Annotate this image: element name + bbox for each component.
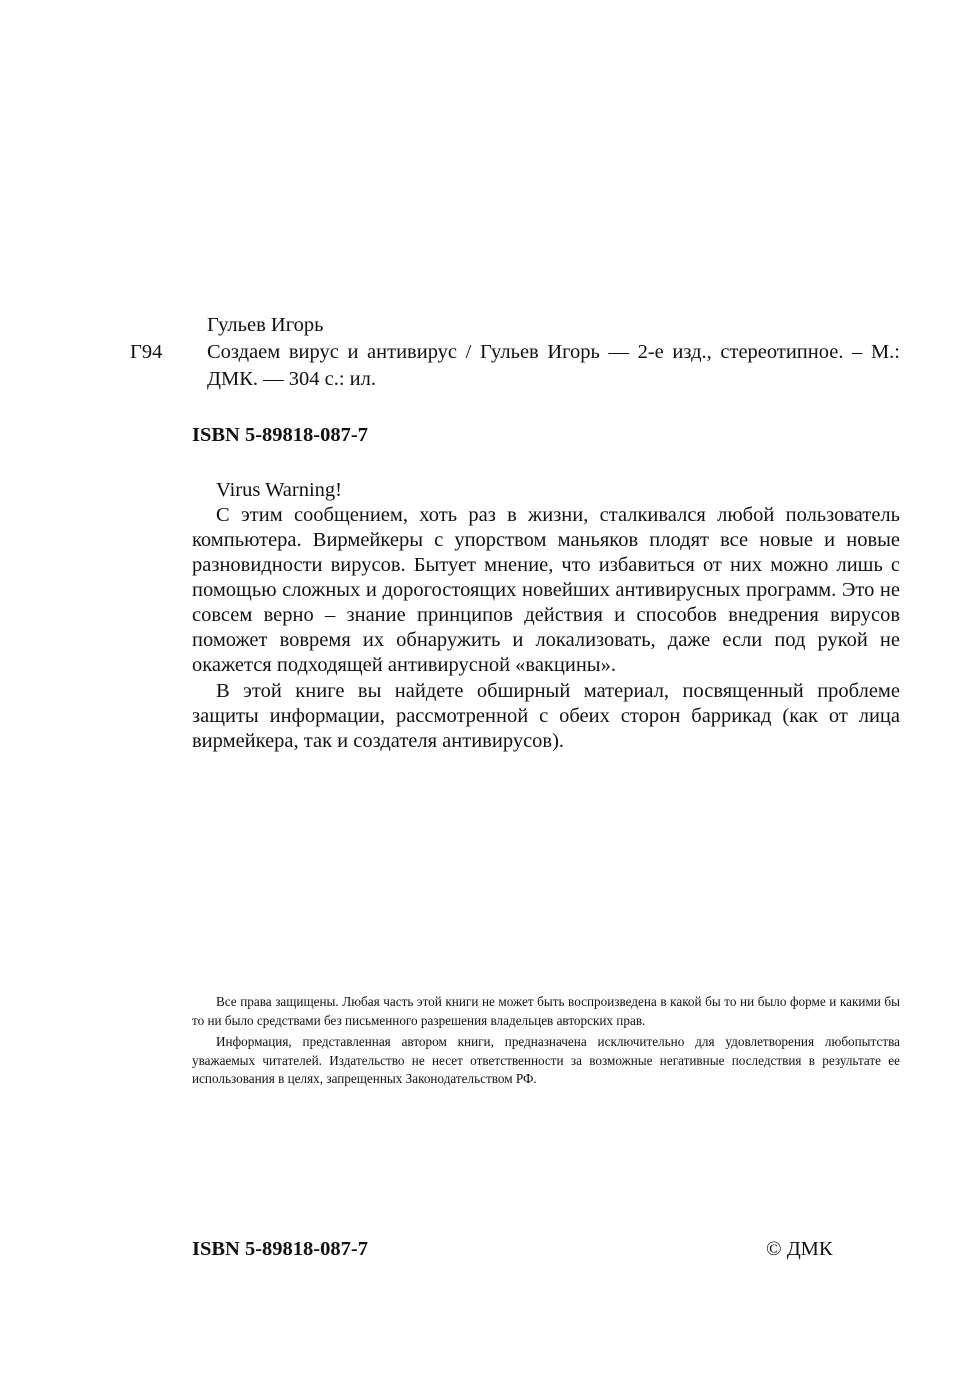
annotation (192, 478, 900, 755)
bibliographic-description: Создаем вирус и антивирус / Гульев Игорь — 2-е изд., стереотипное. – М.: ДМК. — 304 с.: ил. (207, 341, 900, 390)
copyright-notice: Все права защищены. Любая часть этой книги не может быть воспроизведена в какой бы то ни было форме и какими бы то ни было средствами без письменного разрешения владельцев авторских прав. (192, 994, 900, 1028)
publisher-copyright: © ДМК (766, 1238, 833, 1260)
author-name: Гульев Игорь (207, 314, 324, 336)
isbn-header: ISBN 5-89818-087-7 (192, 424, 368, 446)
annotation-heading: Virus Warning! (216, 479, 342, 501)
author-mark: Г94 (130, 341, 163, 363)
annotation-paragraph-1: С этим сообщением, хоть раз в жизни, сталкивался любой пользователь компьютера. Вирмейкеры с упорством маньяков плодят все новые и новые разновидности вирусов. Бытует мнение, что избавиться от них можно лишь с помощью сложных и дорогостоящих новейших антивирусных программ. Это не совсем верно – знание принципов действия и способов внедрения вирусов поможет вовремя их обнаружить и локализовать, даже если под рукой не окажется подходящей антивирусной «вакцины». (192, 504, 900, 676)
liability-disclaimer: Информация, представленная автором книги, предназначена исключительно для удовлетворения любопытства уважаемых читателей. Издательство не несет ответственности за возможные негативные последствия в результате ее использования в целях, запрещенных Законодательством РФ. (192, 1034, 900, 1086)
rights-notice (192, 993, 900, 1092)
isbn-footer: ISBN 5-89818-087-7 (192, 1238, 368, 1260)
catalog-record (130, 312, 910, 393)
annotation-paragraph-2: В этой книге вы найдете обширный материал, посвященный проблеме защиты информации, рассмотренной с обеих сторон баррикад (как от лица вирмейкера, так и создателя антивирусов). (192, 680, 900, 752)
catalog-row (130, 339, 910, 393)
